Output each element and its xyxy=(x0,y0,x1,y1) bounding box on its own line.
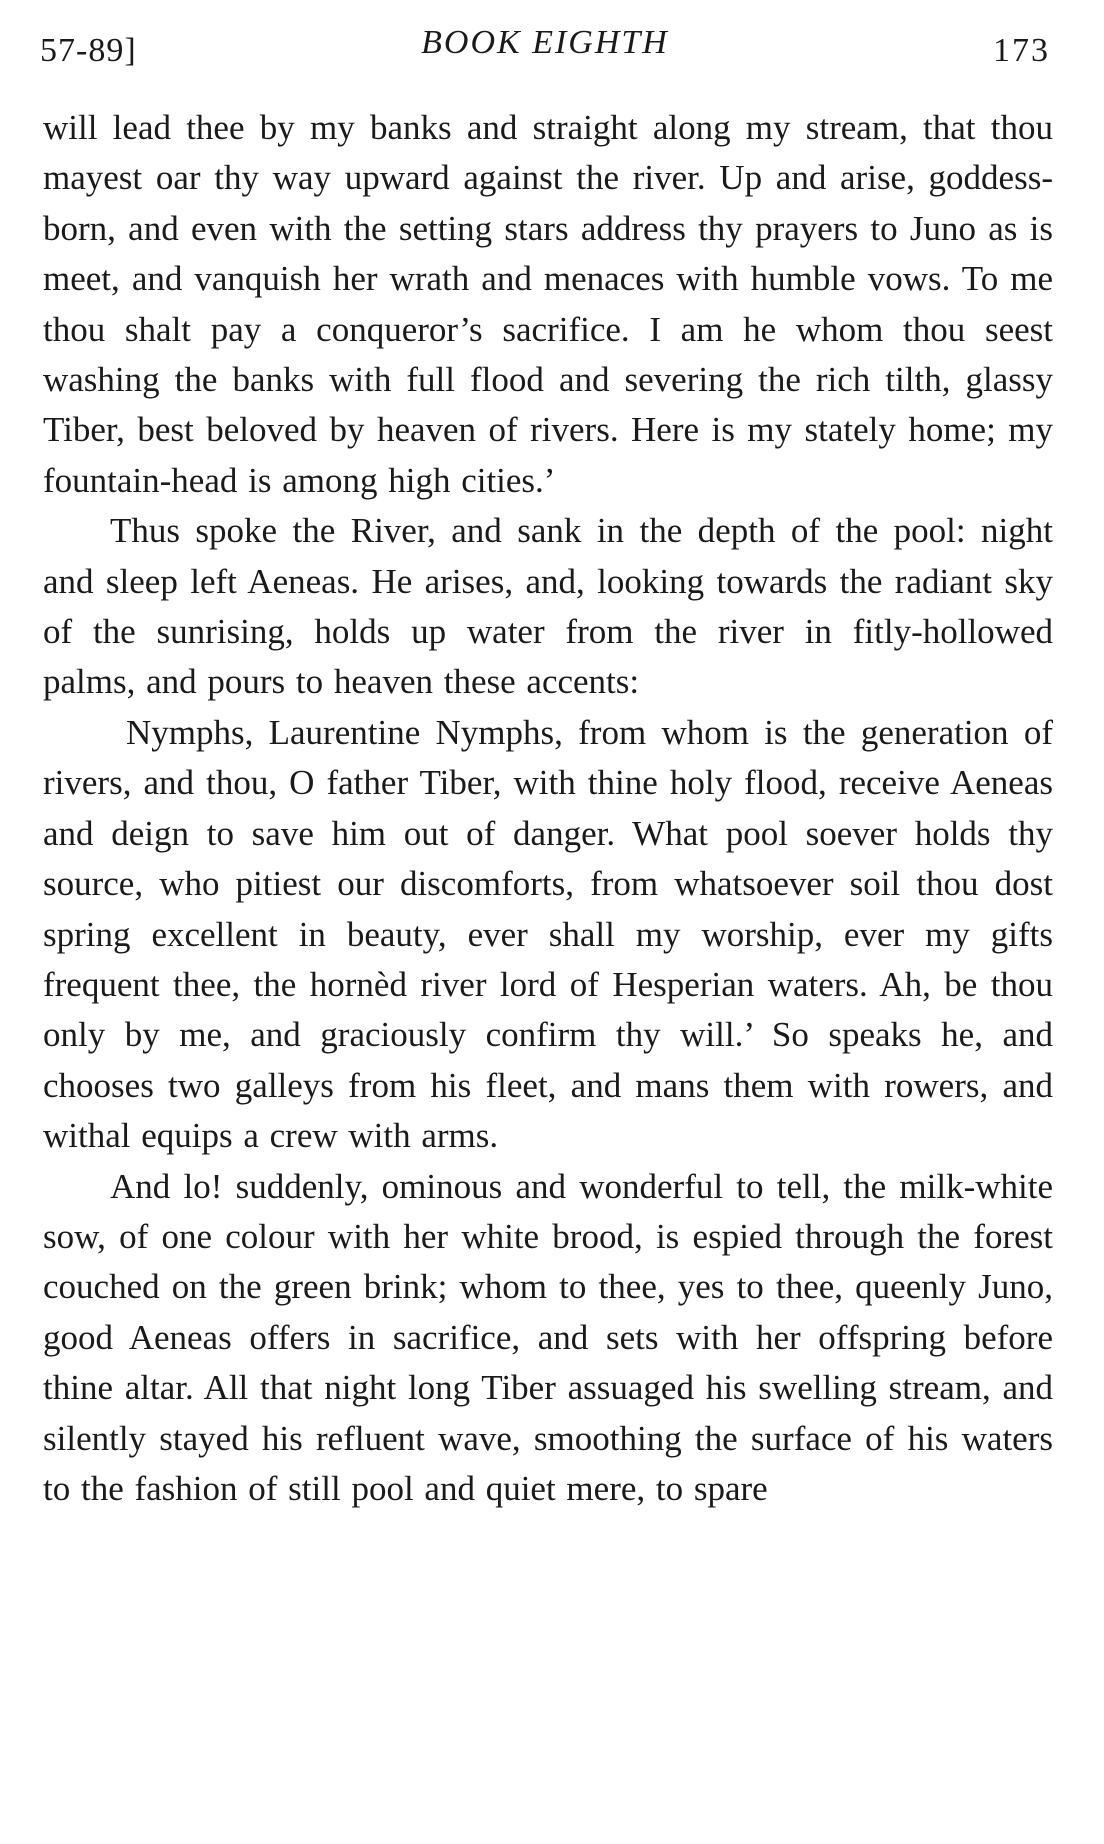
page-number: 173 xyxy=(993,32,1050,69)
line-range: 57-89] xyxy=(40,32,137,69)
book-title: BOOK EIGHTH xyxy=(421,24,669,61)
paragraph-aeneas-prayer: Nymphs, Laurentine Nymphs, from whom is the generation of rivers, and thou, O father Tiber, with thine holy flood, receive Aeneas and deign to save him out of danger. What pool soever holds thy source, who pitiest our discomforts, from whatsoever soil thou dost spring excellent in beauty, ever shall my worship, ever my gifts frequent thee, the hornèd river lord of Hesperian waters. Ah, be thou only by me, and graciously confirm thy will.’ So speaks he, and chooses two galleys from his fleet, and mans them with rowers, and withal equips a crew with arms. xyxy=(43,712,1053,1156)
paragraph-river-speech-end: Thus spoke the River, and sank in the depth of the pool: night and sleep left Aeneas. He arises, and, looking towards the radiant sky of the sunrising, holds up water from the river in fitly-hollowed palms, and pours to heaven these accents: xyxy=(43,511,1053,702)
running-header xyxy=(40,24,1050,74)
paragraph-continuation: will lead thee by my banks and straight along my stream, that thou mayest oar thy way upward against the river. Up and arise, goddess-born, and even with the setting stars address thy prayers to Juno as is meet, and vanquish her wrath and menaces with humble vows. To me thou shalt pay a conqueror’s sacrifice. I am he whom thou seest washing the banks with full flood and severing the rich tilth, glassy Tiber, best beloved by heaven of rivers. Here is my stately home; my fountain-head is among high cities.’ xyxy=(43,108,1053,500)
paragraph-white-sow: And lo! suddenly, ominous and wonderful to tell, the milk-white sow, of one colour with her white brood, is espied through the forest couched on the green brink; whom to thee, yes to thee, queenly Juno, good Aeneas offers in sacrifice, and sets with her offspring before thine altar. All that night long Tiber assuaged his swelling stream, and silently stayed his refluent wave, smoothing the surface of his waters to the fashion of still pool and quiet mere, to spare xyxy=(43,1166,1053,1508)
body-text xyxy=(43,103,1053,1514)
